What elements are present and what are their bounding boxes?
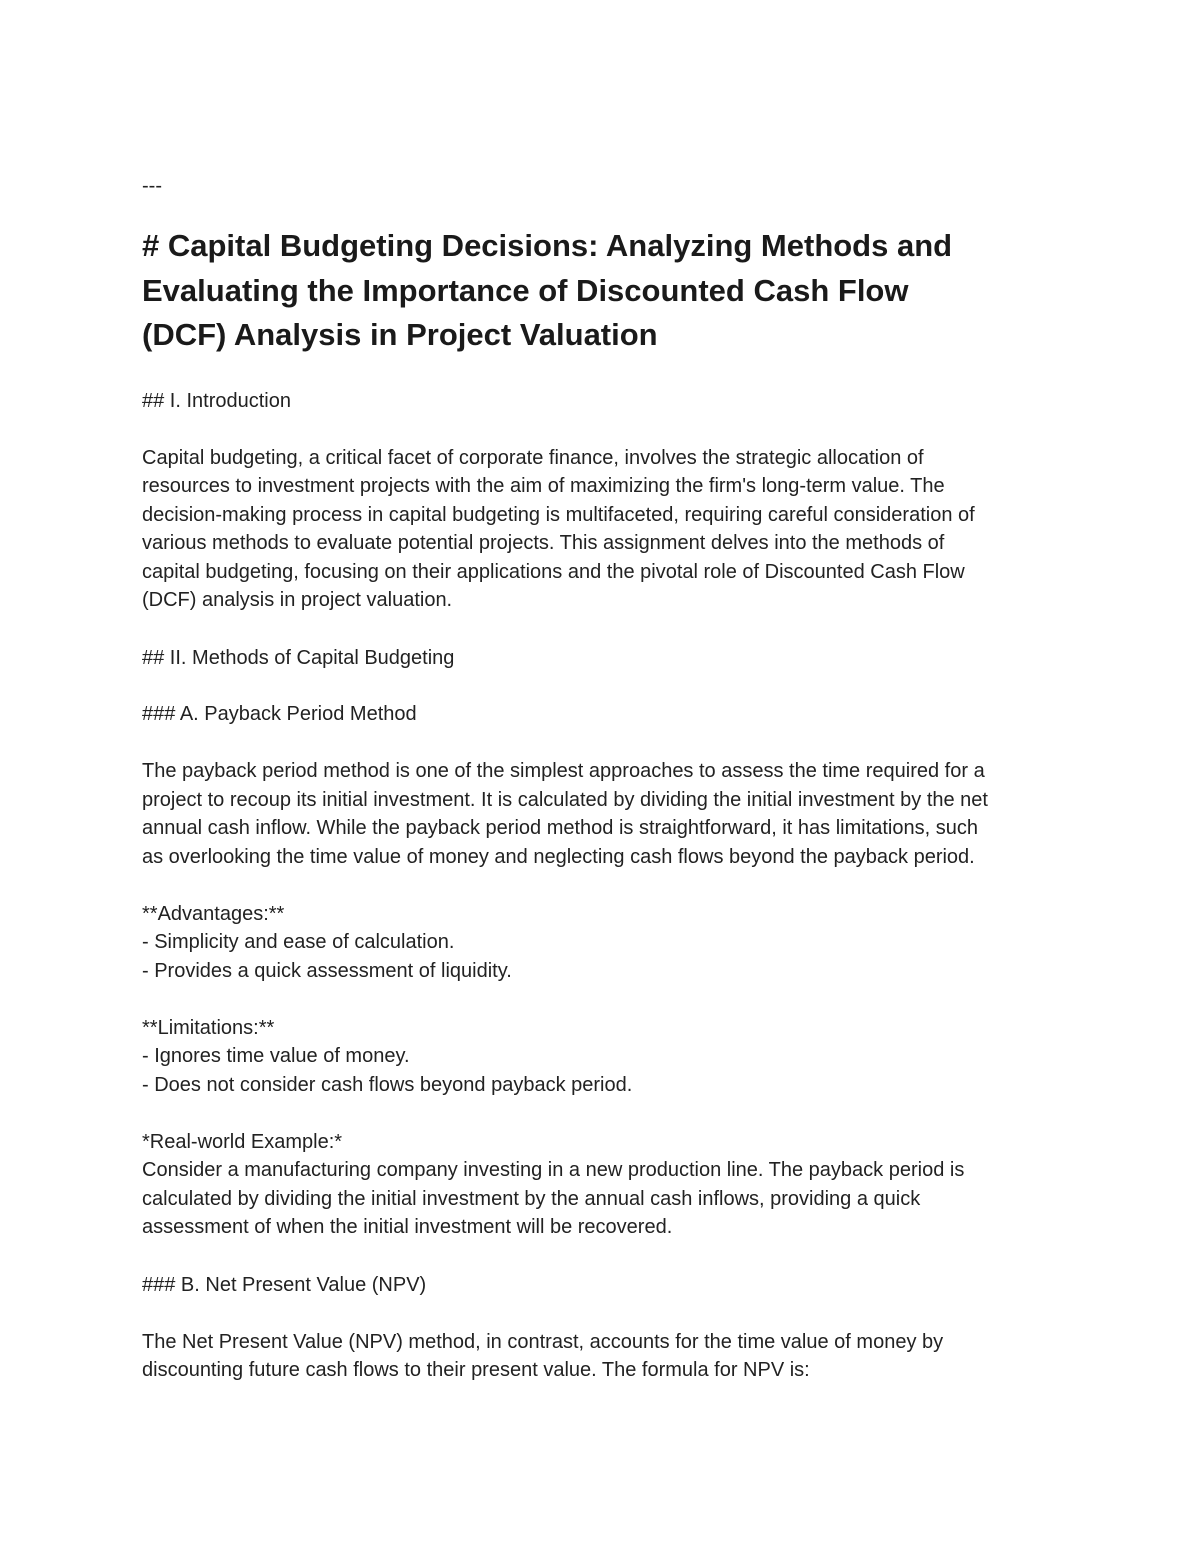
section-heading-introduction: ## I. Introduction (142, 390, 291, 412)
title-line: (DCF) Analysis in Project Valuation (142, 317, 658, 352)
paragraph-line: The payback period method is one of the simplest approaches to assess the time required for a (142, 760, 985, 782)
paragraph-line: capital budgeting, focusing on their applications and the pivotal role of Discounted Cash Flow (142, 561, 965, 583)
paragraph-line: decision-making process in capital budgeting is multifaceted, requiring careful consideration of (142, 504, 975, 526)
subsection-heading-payback: ### A. Payback Period Method (142, 703, 417, 725)
paragraph-line: annual cash inflow. While the payback period method is straightforward, it has limitations, such (142, 817, 978, 839)
section-heading-methods: ## II. Methods of Capital Budgeting (142, 647, 455, 669)
list-item: - Does not consider cash flows beyond payback period. (142, 1074, 633, 1096)
list-item: - Ignores time value of money. (142, 1045, 410, 1067)
title-line: # Capital Budgeting Decisions: Analyzing Methods and (142, 228, 953, 263)
separator: --- (142, 175, 162, 197)
paragraph-line: calculated by dividing the initial investment by the annual cash inflows, providing a quick (142, 1188, 921, 1210)
advantages-label: **Advantages:** (142, 903, 285, 925)
paragraph-line: as overlooking the time value of money and neglecting cash flows beyond the payback period. (142, 846, 975, 868)
paragraph-line: assessment of when the initial investment will be recovered. (142, 1216, 673, 1238)
paragraph-line: various methods to evaluate potential projects. This assignment delves into the methods of (142, 532, 945, 554)
list-item: - Simplicity and ease of calculation. (142, 931, 455, 953)
list-item: - Provides a quick assessment of liquidity. (142, 960, 512, 982)
subsection-heading-npv: ### B. Net Present Value (NPV) (142, 1274, 427, 1296)
paragraph-line: (DCF) analysis in project valuation. (142, 589, 453, 611)
paragraph-line: The Net Present Value (NPV) method, in contrast, accounts for the time value of money by (142, 1331, 944, 1353)
paragraph-line: Capital budgeting, a critical facet of corporate finance, involves the strategic allocation of (142, 447, 924, 469)
paragraph-line: discounting future cash flows to their present value. The formula for NPV is: (142, 1359, 810, 1381)
title-line: Evaluating the Importance of Discounted Cash Flow (142, 273, 909, 308)
example-label: *Real-world Example:* (142, 1131, 343, 1153)
paragraph-line: Consider a manufacturing company investing in a new production line. The payback period is (142, 1159, 965, 1181)
paragraph-line: resources to investment projects with the aim of maximizing the firm's long-term value. The (142, 475, 945, 497)
paragraph-line: project to recoup its initial investment. It is calculated by dividing the initial investment by the net (142, 789, 988, 811)
limitations-label: **Limitations:** (142, 1017, 275, 1039)
